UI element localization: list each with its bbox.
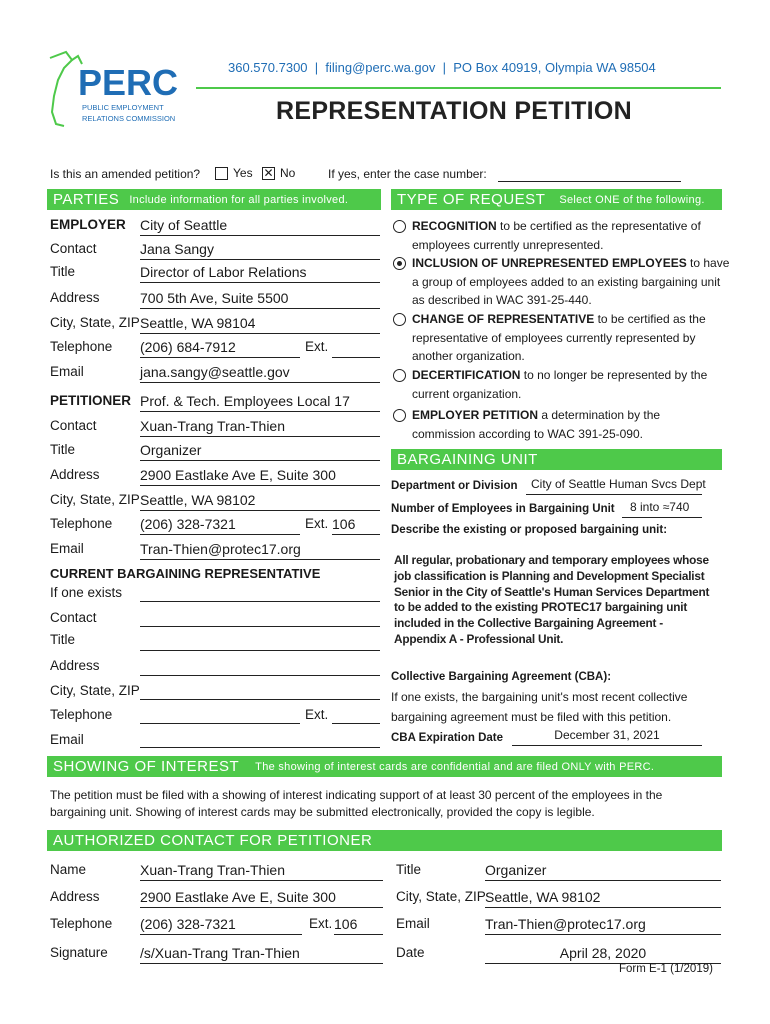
petitioner-field[interactable]: Prof. & Tech. Employees Local 17 (140, 393, 380, 412)
employer-ext-label: Ext. (305, 339, 329, 354)
petitioner-title-label: Title (50, 442, 76, 457)
num-employees-field[interactable]: 8 into ≈740 (622, 499, 702, 518)
form-id: Form E-1 (1/2019) (619, 963, 713, 975)
contact-csz-field[interactable]: Seattle, WA 98102 (485, 889, 721, 908)
employer-csz-field[interactable]: Seattle, WA 98104 (140, 315, 380, 334)
interest-subheading: The showing of interest cards are confidential and are filed ONLY with PERC. (255, 760, 655, 773)
interest-text-1: The petition must be filed with a showing of interest indicating support of at least 30 percent of the employees in the (50, 788, 663, 802)
contact-address-label: Address (50, 889, 100, 904)
employer-petition-radio[interactable] (393, 409, 406, 422)
decertification-option: DECERTIFICATION to no longer be represented by the current organization. (412, 368, 708, 401)
petitioner-email-field[interactable]: Tran-Thien@protec17.org (140, 541, 380, 560)
amended-no-checkbox[interactable]: ✕ (263, 166, 274, 180)
cba-text-1: If one exists, the bargaining unit's most recent collective (391, 690, 688, 704)
bargaining-unit-heading: BARGAINING UNIT (397, 451, 538, 468)
contact-address-field[interactable]: 2900 Eastlake Ave E, Suite 300 (140, 889, 383, 908)
contact-email-field[interactable]: Tran-Thien@protec17.org (485, 916, 721, 935)
perc-logo (44, 50, 194, 130)
contact-line: 360.570.7300 | filing@perc.wa.gov | PO Box 40919, Olympia WA 98504 (228, 60, 656, 75)
contact-name-label: Name (50, 862, 87, 877)
contact-phone-label: Telephone (50, 916, 113, 931)
interest-text-2: bargaining unit. Showing of interest cards may be submitted electronically, provided the copy is legible. (50, 805, 595, 819)
petitioner-label: PETITIONER (50, 393, 132, 408)
cbr-title-field[interactable] (140, 650, 380, 651)
employer-label: EMPLOYER (50, 217, 126, 232)
cba-expiration-label: CBA Expiration Date (391, 732, 504, 744)
parties-header (47, 189, 381, 210)
cba-text-2: bargaining agreement must be filed with this petition. (391, 710, 672, 724)
petitioner-address-field[interactable]: 2900 Eastlake Ave E, Suite 300 (140, 467, 380, 486)
cbr-email-field[interactable] (140, 747, 380, 748)
contact-name-field[interactable]: Xuan-Trang Tran-Thien (140, 862, 383, 881)
case-number-label: If yes, enter the case number: (328, 167, 487, 181)
employer-address-label: Address (50, 290, 100, 305)
amended-yes-label: Yes (233, 166, 253, 180)
logo-text: PERC (78, 62, 179, 103)
request-header (391, 189, 722, 210)
case-number-field[interactable] (498, 181, 681, 182)
recognition-option: RECOGNITION to be certified as the representative of employees currently unrepresented. (412, 219, 701, 252)
header-rule (196, 87, 721, 89)
contact-csz-label: City, State, ZIP (396, 889, 486, 904)
inclusion-option: INCLUSION OF UNREPRESENTED EMPLOYEES to have a group of employees added to an existing bargaining unit as described in WAC 391-25-440. (412, 256, 730, 307)
cbr-sub-label: If one exists (50, 585, 123, 600)
contact-email-label: Email (396, 916, 430, 931)
date-label: Date (396, 945, 425, 960)
cba-expiration-field[interactable]: December 31, 2021 (512, 727, 702, 746)
request-heading: TYPE OF REQUEST (397, 191, 546, 208)
logo-subtitle-1: PUBLIC EMPLOYMENT (82, 103, 164, 112)
employer-ext-field[interactable] (332, 339, 380, 358)
employer-email-label: Email (50, 364, 84, 379)
contact-ext-label: Ext. (309, 916, 333, 931)
dept-label: Department or Division (391, 480, 518, 492)
cbr-field[interactable] (140, 601, 380, 602)
contact-title-label: Title (396, 862, 422, 877)
cba-label: Collective Bargaining Agreement (CBA): (391, 671, 612, 683)
cbr-email-label: Email (50, 732, 84, 747)
contact-ext-field[interactable]: 106 (334, 916, 383, 935)
cbr-title-label: Title (50, 632, 76, 647)
petitioner-ext-label: Ext. (305, 516, 329, 531)
authorized-contact-header (47, 830, 722, 851)
cbr-address-label: Address (50, 658, 100, 673)
petitioner-title-field[interactable]: Organizer (140, 442, 380, 461)
employer-petition-option: EMPLOYER PETITION a determination by the commission according to WAC 391-25-090. (412, 408, 661, 441)
cbr-contact-field[interactable] (140, 626, 380, 627)
amended-question: Is this an amended petition? (50, 167, 201, 181)
amended-yes-checkbox[interactable] (215, 167, 228, 180)
decertification-radio[interactable] (393, 369, 406, 382)
change-rep-option: CHANGE OF REPRESENTATIVE to be certified as the representative of employees currently represented by another organization. (412, 312, 706, 363)
dept-field[interactable]: City of Seattle Human Svcs Dept (526, 476, 702, 495)
authorized-contact-heading: AUTHORIZED CONTACT FOR PETITIONER (53, 832, 373, 849)
cbr-ext-label: Ext. (305, 707, 329, 722)
employer-contact-label: Contact (50, 241, 97, 256)
unit-description[interactable]: All regular, probationary and temporary employees whose job classification is Planning and Development Specialist Senior in the City of Seattle's Human Services Department to be added to the existing PROTEC17 bargaining unit included in the Collective Bargaining Agreement - Appendix A - Professional Unit. (394, 553, 710, 646)
inclusion-radio[interactable] (393, 257, 406, 270)
bargaining-unit-header (391, 449, 722, 470)
employer-phone-label: Telephone (50, 339, 113, 354)
petitioner-ext-field[interactable]: 106 (332, 516, 380, 535)
cbr-address-field[interactable] (140, 675, 380, 676)
change-rep-radio[interactable] (393, 313, 406, 326)
cbr-phone-field[interactable] (140, 723, 300, 724)
parties-heading: PARTIES (53, 191, 120, 208)
interest-header (47, 756, 722, 777)
interest-heading: SHOWING OF INTEREST (53, 758, 240, 775)
employer-address-field[interactable]: 700 5th Ave, Suite 5500 (140, 290, 380, 309)
cbr-contact-label: Contact (50, 610, 97, 625)
cbr-label: CURRENT BARGAINING REPRESENTATIVE (50, 566, 321, 581)
employer-phone-field[interactable]: (206) 684-7912 (140, 339, 300, 358)
cbr-csz-label: City, State, ZIP (50, 683, 140, 698)
describe-unit-label: Describe the existing or proposed bargaining unit: (391, 524, 668, 536)
employer-csz-label: City, State, ZIP (50, 315, 140, 330)
request-subheading: Select ONE of the following. (559, 193, 705, 206)
petitioner-address-label: Address (50, 467, 100, 482)
employer-contact-field[interactable]: Jana Sangy (140, 241, 380, 260)
signature-field[interactable]: /s/Xuan-Trang Tran-Thien (140, 945, 383, 964)
employer-title-field[interactable]: Director of Labor Relations (140, 264, 380, 283)
petitioner-email-label: Email (50, 541, 84, 556)
employer-field[interactable]: City of Seattle (140, 217, 380, 236)
cbr-csz-field[interactable] (140, 699, 380, 700)
logo-subtitle-2: RELATIONS COMMISSION (82, 114, 176, 123)
signature-label: Signature (50, 945, 108, 960)
date-field[interactable]: April 28, 2020 (485, 945, 721, 964)
employer-title-label: Title (50, 264, 76, 279)
parties-subheading: Include information for all parties involved. (129, 193, 349, 206)
contact-title-field[interactable]: Organizer (485, 862, 721, 881)
contact-phone-field[interactable]: (206) 328-7321 (140, 916, 302, 935)
petitioner-contact-label: Contact (50, 418, 97, 433)
employer-email-field[interactable]: jana.sangy@seattle.gov (140, 364, 380, 383)
num-employees-label: Number of Employees in Bargaining Unit (391, 503, 615, 515)
petitioner-csz-field[interactable]: Seattle, WA 98102 (140, 492, 380, 511)
petitioner-csz-label: City, State, ZIP (50, 492, 140, 507)
petitioner-contact-field[interactable]: Xuan-Trang Tran-Thien (140, 418, 380, 437)
amended-no-label: No (280, 166, 296, 180)
petitioner-phone-field[interactable]: (206) 328-7321 (140, 516, 300, 535)
cbr-phone-label: Telephone (50, 707, 113, 722)
recognition-radio[interactable] (393, 220, 406, 233)
page-title: REPRESENTATION PETITION (276, 97, 632, 125)
petitioner-phone-label: Telephone (50, 516, 113, 531)
cbr-ext-field[interactable] (332, 723, 380, 724)
